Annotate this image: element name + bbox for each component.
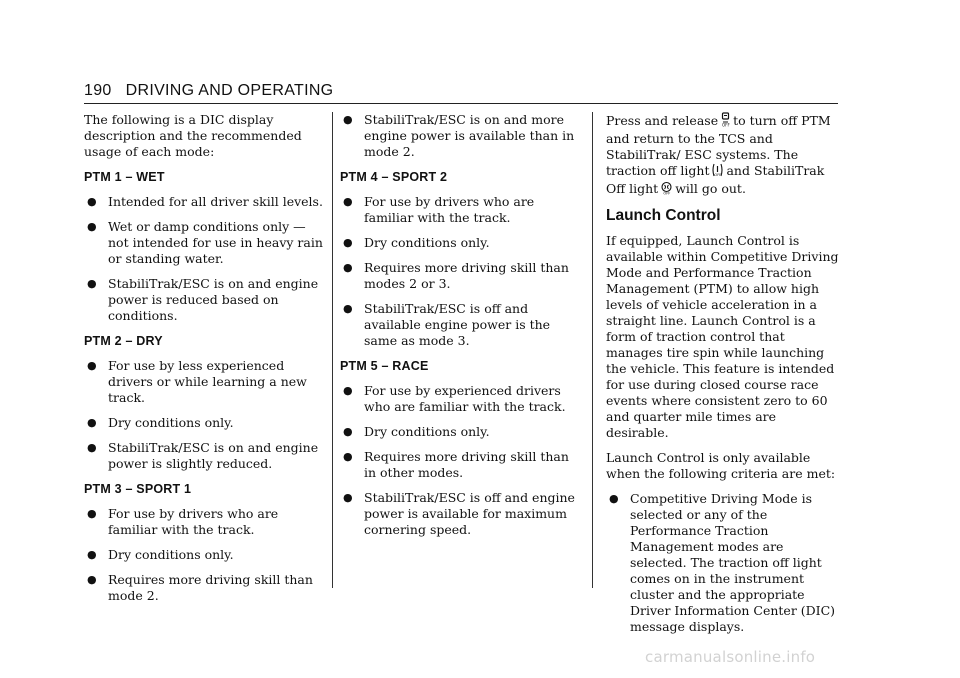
page-number: 190 <box>84 82 112 99</box>
list-item: ● For use by drivers who are familiar with the track. <box>87 506 279 537</box>
bullet-icon: ● <box>343 384 353 397</box>
bullet-icon: ● <box>87 195 97 208</box>
list-item: ● Dry conditions only. <box>343 424 490 439</box>
list-item: ● Dry conditions only. <box>87 547 234 562</box>
list-item: ● Dry conditions only. <box>87 415 234 430</box>
bullet-icon: ● <box>87 573 97 586</box>
bullet-icon: ● <box>343 450 353 463</box>
ptm2-list <box>84 358 324 472</box>
column-1 <box>84 112 324 613</box>
ptm3-heading: PTM 3 – SPORT 1 <box>84 482 192 496</box>
list-item: ● Wet or damp conditions only — not intended for use in heavy rain or standing water. <box>87 219 323 266</box>
ptm5-list <box>340 383 582 538</box>
bullet-icon: ● <box>343 491 353 504</box>
list-item: ● Intended for all driver skill levels. <box>87 194 323 209</box>
column-divider <box>592 112 593 588</box>
bullet-icon: ● <box>87 548 97 561</box>
traction-control-button-icon <box>720 112 731 131</box>
column-3 <box>606 112 840 644</box>
ptm1-heading: PTM 1 – WET <box>84 170 165 184</box>
column-divider <box>332 112 333 588</box>
ptm5-heading: PTM 5 – RACE <box>340 359 429 373</box>
list-item: ● Requires more driving skill than mode 2. <box>87 572 313 603</box>
stabilitrak-off-light-icon <box>660 181 673 199</box>
list-item: ● For use by experienced drivers who are familiar with the track. <box>343 383 566 414</box>
svg-text:OFF: OFF <box>663 191 671 195</box>
header-rule <box>84 103 838 104</box>
list-item: ● Competitive Driving Mode is selected or any of the Performance Traction Management modes are selected. The traction off light comes on in the instrument cluster and the appropriate Driver Information Center (DIC) message displays. <box>609 491 836 634</box>
bullet-icon: ● <box>87 507 97 520</box>
watermark: carmanualsonline.info <box>645 648 816 666</box>
bullet-icon: ● <box>87 416 97 429</box>
bullet-icon: ● <box>87 441 97 454</box>
ptm-off-paragraph: Press and release OFF to turn off PTM and return to the TCS and StabiliTrak/ ESC systems. The traction off light OFF and StabiliTrak Off light OFF will go out. <box>606 112 840 199</box>
bullet-icon: ● <box>87 220 97 233</box>
bullet-icon: ● <box>343 302 353 315</box>
ptm3-continued-list <box>340 112 582 160</box>
column-2 <box>340 112 582 547</box>
bullet-icon: ● <box>609 492 619 505</box>
list-item: ● StabiliTrak/ESC is on and engine power is reduced based on conditions. <box>87 276 319 323</box>
svg-text:OFF: OFF <box>722 122 730 127</box>
launch-control-heading: Launch Control <box>606 207 721 224</box>
bullet-icon: ● <box>343 113 353 126</box>
bullet-icon: ● <box>343 236 353 249</box>
criteria-paragraph: Launch Control is only available when the following criteria are met: <box>606 450 836 481</box>
svg-text:OFF: OFF <box>714 173 722 177</box>
ptm2-heading: PTM 2 – DRY <box>84 334 163 348</box>
list-item: ● Requires more driving skill than modes 2 or 3. <box>343 260 569 291</box>
ptm4-heading: PTM 4 – SPORT 2 <box>340 170 448 184</box>
list-item: ● StabiliTrak/ESC is off and engine power is available for maximum cornering speed. <box>343 490 575 537</box>
ptm4-list <box>340 194 582 349</box>
ptm3-list <box>84 506 324 604</box>
list-item: ● StabiliTrak/ESC is off and available engine power is the same as mode 3. <box>343 301 551 348</box>
intro-paragraph: The following is a DIC display description and the recommended usage of each mode: <box>84 112 302 159</box>
bullet-icon: ● <box>343 425 353 438</box>
traction-off-light-icon <box>711 163 724 181</box>
launch-control-paragraph: If equipped, Launch Control is available within Competitive Driving Mode and Performance Traction Management (PTM) to allow high levels of vehicle acceleration in a straight line. Launch Control is a form of traction control that manages tire spin while launching the vehicle. This feature is intended for use during closed course race events where consistent zero to 60 and quarter mile times are desirable. <box>606 233 839 440</box>
list-item: ● StabiliTrak/ESC is on and more engine power is available than in mode 2. <box>343 112 575 159</box>
ptm1-list <box>84 194 324 324</box>
list-item: ● Dry conditions only. <box>343 235 490 250</box>
bullet-icon: ● <box>87 277 97 290</box>
list-item: ● Requires more driving skill than in other modes. <box>343 449 569 480</box>
page-header <box>84 82 838 104</box>
bullet-icon: ● <box>343 261 353 274</box>
bullet-icon: ● <box>87 359 97 372</box>
list-item: ● For use by less experienced drivers or while learning a new track. <box>87 358 307 405</box>
bullet-icon: ● <box>343 195 353 208</box>
section-title: DRIVING AND OPERATING <box>125 82 334 99</box>
list-item: ● For use by drivers who are familiar with the track. <box>343 194 535 225</box>
list-item: ● StabiliTrak/ESC is on and engine power is slightly reduced. <box>87 440 319 471</box>
criteria-list <box>606 491 840 635</box>
